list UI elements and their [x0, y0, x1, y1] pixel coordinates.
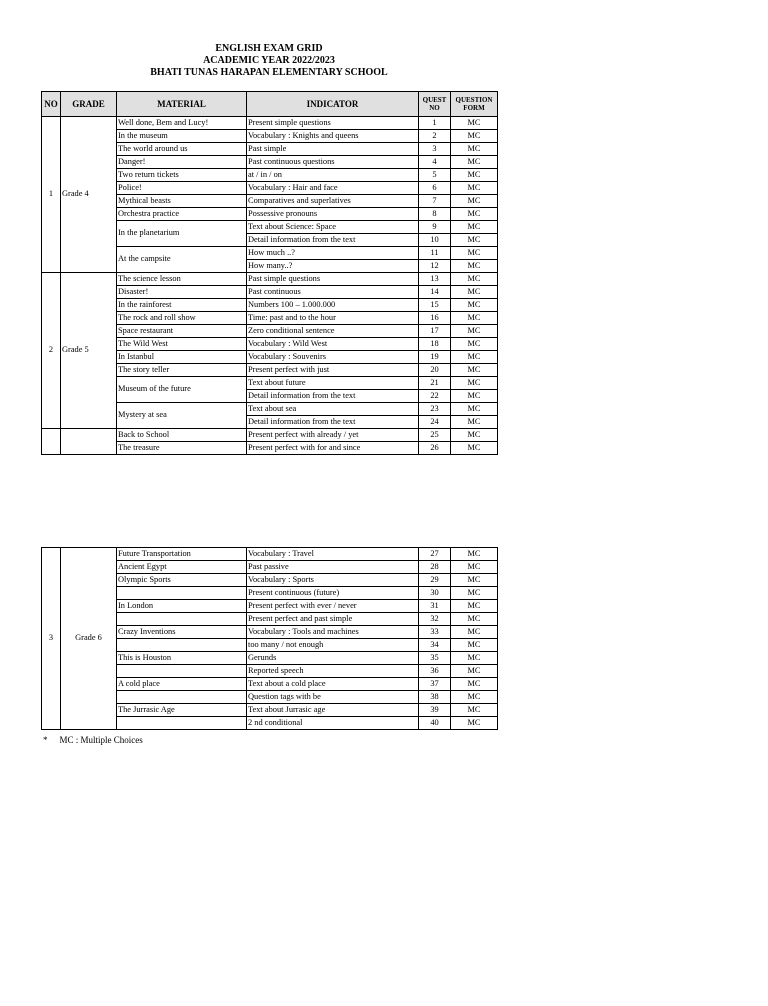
indicator-cell: Present simple questions: [247, 117, 419, 130]
question-number-cell: 3: [419, 143, 451, 156]
indicator-cell: Question tags with be: [247, 691, 419, 704]
question-number-cell: 40: [419, 717, 451, 730]
question-number-cell: 5: [419, 169, 451, 182]
material-cell: [117, 613, 247, 626]
indicator-cell: Vocabulary : Knights and queens: [247, 130, 419, 143]
question-form-cell: MC: [451, 117, 498, 130]
material-cell: Crazy Inventions: [117, 626, 247, 639]
question-form-cell: MC: [451, 626, 498, 639]
indicator-cell: Text about sea: [247, 403, 419, 416]
material-cell: Well done, Bem and Lucy!: [117, 117, 247, 130]
question-number-cell: 37: [419, 678, 451, 691]
question-form-cell: MC: [451, 208, 498, 221]
question-number-cell: 29: [419, 574, 451, 587]
indicator-cell: Text about Jurrasic age: [247, 704, 419, 717]
question-form-cell: MC: [451, 156, 498, 169]
table-row: [42, 117, 498, 130]
question-form-cell: MC: [451, 299, 498, 312]
grade-label: Grade 6: [61, 548, 117, 730]
question-form-cell: MC: [451, 548, 498, 561]
question-form-cell: MC: [451, 234, 498, 247]
question-form-cell: MC: [451, 587, 498, 600]
material-cell: Police!: [117, 182, 247, 195]
exam-grid-title: ENGLISH EXAM GRID: [215, 43, 323, 54]
question-form-cell: MC: [451, 338, 498, 351]
question-form-cell: MC: [451, 247, 498, 260]
material-cell: Two return tickets: [117, 169, 247, 182]
question-number-cell: 17: [419, 325, 451, 338]
question-form-cell: MC: [451, 312, 498, 325]
material-cell: Mythical beasts: [117, 195, 247, 208]
table-row: [42, 548, 498, 561]
column-header-question-form: [451, 92, 498, 117]
column-header-no: NO: [42, 92, 61, 117]
question-form-cell: MC: [451, 678, 498, 691]
indicator-cell: Vocabulary : Wild West: [247, 338, 419, 351]
indicator-cell: Past continuous: [247, 286, 419, 299]
material-cell: The Wild West: [117, 338, 247, 351]
indicator-cell: Present continuous (future): [247, 587, 419, 600]
school-name-title: BHATI TUNAS HARAPAN ELEMENTARY SCHOOL: [150, 67, 388, 78]
indicator-cell: Text about future: [247, 377, 419, 390]
question-form-cell: MC: [451, 639, 498, 652]
material-cell: Future Transportation: [117, 548, 247, 561]
question-number-cell: 22: [419, 390, 451, 403]
question-number-cell: 36: [419, 665, 451, 678]
quest-no-label-2: NO: [429, 104, 440, 112]
question-form-cell: MC: [451, 390, 498, 403]
material-cell: The treasure: [117, 442, 247, 455]
question-form-cell: MC: [451, 130, 498, 143]
grade6-section-continued: [42, 429, 498, 455]
indicator-cell: Possessive pronouns: [247, 208, 419, 221]
question-form-cell: MC: [451, 652, 498, 665]
column-header-quest-no: [419, 92, 451, 117]
indicator-cell: Detail information from the text: [247, 234, 419, 247]
question-number-cell: 6: [419, 182, 451, 195]
column-header-grade: GRADE: [61, 92, 117, 117]
question-number-cell: 15: [419, 299, 451, 312]
quest-no-label-1: QUEST: [422, 96, 447, 104]
indicator-cell: Vocabulary : Travel: [247, 548, 419, 561]
question-number-cell: 25: [419, 429, 451, 442]
question-number-cell: 34: [419, 639, 451, 652]
question-number-cell: 35: [419, 652, 451, 665]
material-cell: Orchestra practice: [117, 208, 247, 221]
material-cell: The world around us: [117, 143, 247, 156]
grade-label-empty: [61, 429, 117, 455]
question-form-cell: MC: [451, 273, 498, 286]
table-row: [42, 273, 498, 286]
indicator-cell: Text about a cold place: [247, 678, 419, 691]
footnote-text: MC : Multiple Choices: [59, 735, 143, 745]
question-form-cell: MC: [451, 561, 498, 574]
indicator-cell: Reported speech: [247, 665, 419, 678]
table-row: [42, 429, 498, 442]
question-form-label-2: FORM: [463, 104, 485, 112]
indicator-cell: Detail information from the text: [247, 416, 419, 429]
indicator-cell: Numbers 100 – 1.000.000: [247, 299, 419, 312]
academic-year-title: ACADEMIC YEAR 2022/2023: [203, 55, 335, 66]
grade5-section: [42, 273, 498, 429]
question-form-cell: MC: [451, 143, 498, 156]
question-number-cell: 16: [419, 312, 451, 325]
indicator-cell: Present perfect with ever / never: [247, 600, 419, 613]
question-form-cell: MC: [451, 429, 498, 442]
indicator-cell: Past simple questions: [247, 273, 419, 286]
indicator-cell: Gerunds: [247, 652, 419, 665]
question-form-cell: MC: [451, 195, 498, 208]
indicator-cell: Present perfect with already / yet: [247, 429, 419, 442]
material-cell: Museum of the future: [117, 377, 247, 403]
question-number-cell: 32: [419, 613, 451, 626]
question-form-label-1: QUESTION: [455, 96, 493, 104]
question-number-cell: 26: [419, 442, 451, 455]
indicator-cell: Past passive: [247, 561, 419, 574]
indicator-cell: Vocabulary : Hair and face: [247, 182, 419, 195]
question-form-cell: MC: [451, 169, 498, 182]
question-form-cell: MC: [451, 665, 498, 678]
grade-label: Grade 4: [61, 117, 117, 273]
material-cell: [117, 665, 247, 678]
indicator-cell: How much ..?: [247, 247, 419, 260]
question-form-cell: MC: [451, 221, 498, 234]
question-number-cell: 20: [419, 364, 451, 377]
question-number-cell: 21: [419, 377, 451, 390]
indicator-cell: Past simple: [247, 143, 419, 156]
indicator-cell: Detail information from the text: [247, 390, 419, 403]
material-cell: [117, 587, 247, 600]
question-form-cell: MC: [451, 377, 498, 390]
question-form-cell: MC: [451, 286, 498, 299]
material-cell: Ancient Egypt: [117, 561, 247, 574]
question-form-cell: MC: [451, 351, 498, 364]
question-number-cell: 8: [419, 208, 451, 221]
material-cell: Danger!: [117, 156, 247, 169]
question-form-cell: MC: [451, 704, 498, 717]
indicator-cell: 2 nd conditional: [247, 717, 419, 730]
row-number: 2: [42, 273, 61, 429]
material-cell: In London: [117, 600, 247, 613]
question-form-cell: MC: [451, 364, 498, 377]
material-cell: Space restaurant: [117, 325, 247, 338]
question-number-cell: 9: [419, 221, 451, 234]
indicator-cell: Vocabulary : Sports: [247, 574, 419, 587]
question-number-cell: 24: [419, 416, 451, 429]
question-number-cell: 23: [419, 403, 451, 416]
question-number-cell: 12: [419, 260, 451, 273]
column-header-material: MATERIAL: [117, 92, 247, 117]
question-number-cell: 38: [419, 691, 451, 704]
row-number: 3: [42, 548, 61, 730]
material-cell: Back to School: [117, 429, 247, 442]
indicator-cell: Text about Science: Space: [247, 221, 419, 234]
indicator-cell: Comparatives and superlatives: [247, 195, 419, 208]
material-cell: The rock and roll show: [117, 312, 247, 325]
indicator-cell: How many..?: [247, 260, 419, 273]
question-number-cell: 28: [419, 561, 451, 574]
question-form-cell: MC: [451, 416, 498, 429]
question-number-cell: 18: [419, 338, 451, 351]
material-cell: The story teller: [117, 364, 247, 377]
footnote-star: *: [43, 735, 48, 745]
question-form-cell: MC: [451, 691, 498, 704]
indicator-cell: Present perfect with just: [247, 364, 419, 377]
question-form-cell: MC: [451, 600, 498, 613]
exam-grid-table-part2: [41, 547, 498, 730]
question-number-cell: 7: [419, 195, 451, 208]
material-cell: [117, 717, 247, 730]
question-form-cell: MC: [451, 613, 498, 626]
question-form-cell: MC: [451, 403, 498, 416]
row-number-empty: [42, 429, 61, 455]
question-form-cell: MC: [451, 717, 498, 730]
question-number-cell: 39: [419, 704, 451, 717]
material-cell: The science lesson: [117, 273, 247, 286]
material-cell: In the rainforest: [117, 299, 247, 312]
material-cell: In Istanbul: [117, 351, 247, 364]
column-header-indicator: INDICATOR: [247, 92, 419, 117]
indicator-cell: Vocabulary : Souvenirs: [247, 351, 419, 364]
grade-label: Grade 5: [61, 273, 117, 429]
material-cell: A cold place: [117, 678, 247, 691]
question-number-cell: 13: [419, 273, 451, 286]
question-number-cell: 33: [419, 626, 451, 639]
indicator-cell: Present perfect and past simple: [247, 613, 419, 626]
question-number-cell: 27: [419, 548, 451, 561]
indicator-cell: Vocabulary : Tools and machines: [247, 626, 419, 639]
grade6-section: [42, 548, 498, 730]
indicator-cell: at / in / on: [247, 169, 419, 182]
material-cell: Mystery at sea: [117, 403, 247, 429]
question-number-cell: 4: [419, 156, 451, 169]
question-number-cell: 10: [419, 234, 451, 247]
row-number: 1: [42, 117, 61, 273]
indicator-cell: Time: past and to the hour: [247, 312, 419, 325]
material-cell: Olympic Sports: [117, 574, 247, 587]
material-cell: This is Houston: [117, 652, 247, 665]
question-number-cell: 31: [419, 600, 451, 613]
question-number-cell: 2: [419, 130, 451, 143]
question-number-cell: 30: [419, 587, 451, 600]
question-form-cell: MC: [451, 182, 498, 195]
grade4-section: [42, 117, 498, 273]
indicator-cell: Zero conditional sentence: [247, 325, 419, 338]
question-number-cell: 14: [419, 286, 451, 299]
material-cell: [117, 639, 247, 652]
question-form-cell: MC: [451, 574, 498, 587]
question-number-cell: 19: [419, 351, 451, 364]
indicator-cell: Past continuous questions: [247, 156, 419, 169]
question-number-cell: 11: [419, 247, 451, 260]
material-cell: In the planetarium: [117, 221, 247, 247]
table-header-row: [42, 92, 498, 117]
indicator-cell: too many / not enough: [247, 639, 419, 652]
material-cell: [117, 691, 247, 704]
material-cell: The Jurrasic Age: [117, 704, 247, 717]
indicator-cell: Present perfect with for and since: [247, 442, 419, 455]
question-form-cell: MC: [451, 442, 498, 455]
footnote: [43, 735, 143, 745]
material-cell: Disaster!: [117, 286, 247, 299]
question-form-cell: MC: [451, 260, 498, 273]
question-form-cell: MC: [451, 325, 498, 338]
material-cell: At the campsite: [117, 247, 247, 273]
exam-grid-table-part1: [41, 91, 498, 455]
question-number-cell: 1: [419, 117, 451, 130]
material-cell: In the museum: [117, 130, 247, 143]
